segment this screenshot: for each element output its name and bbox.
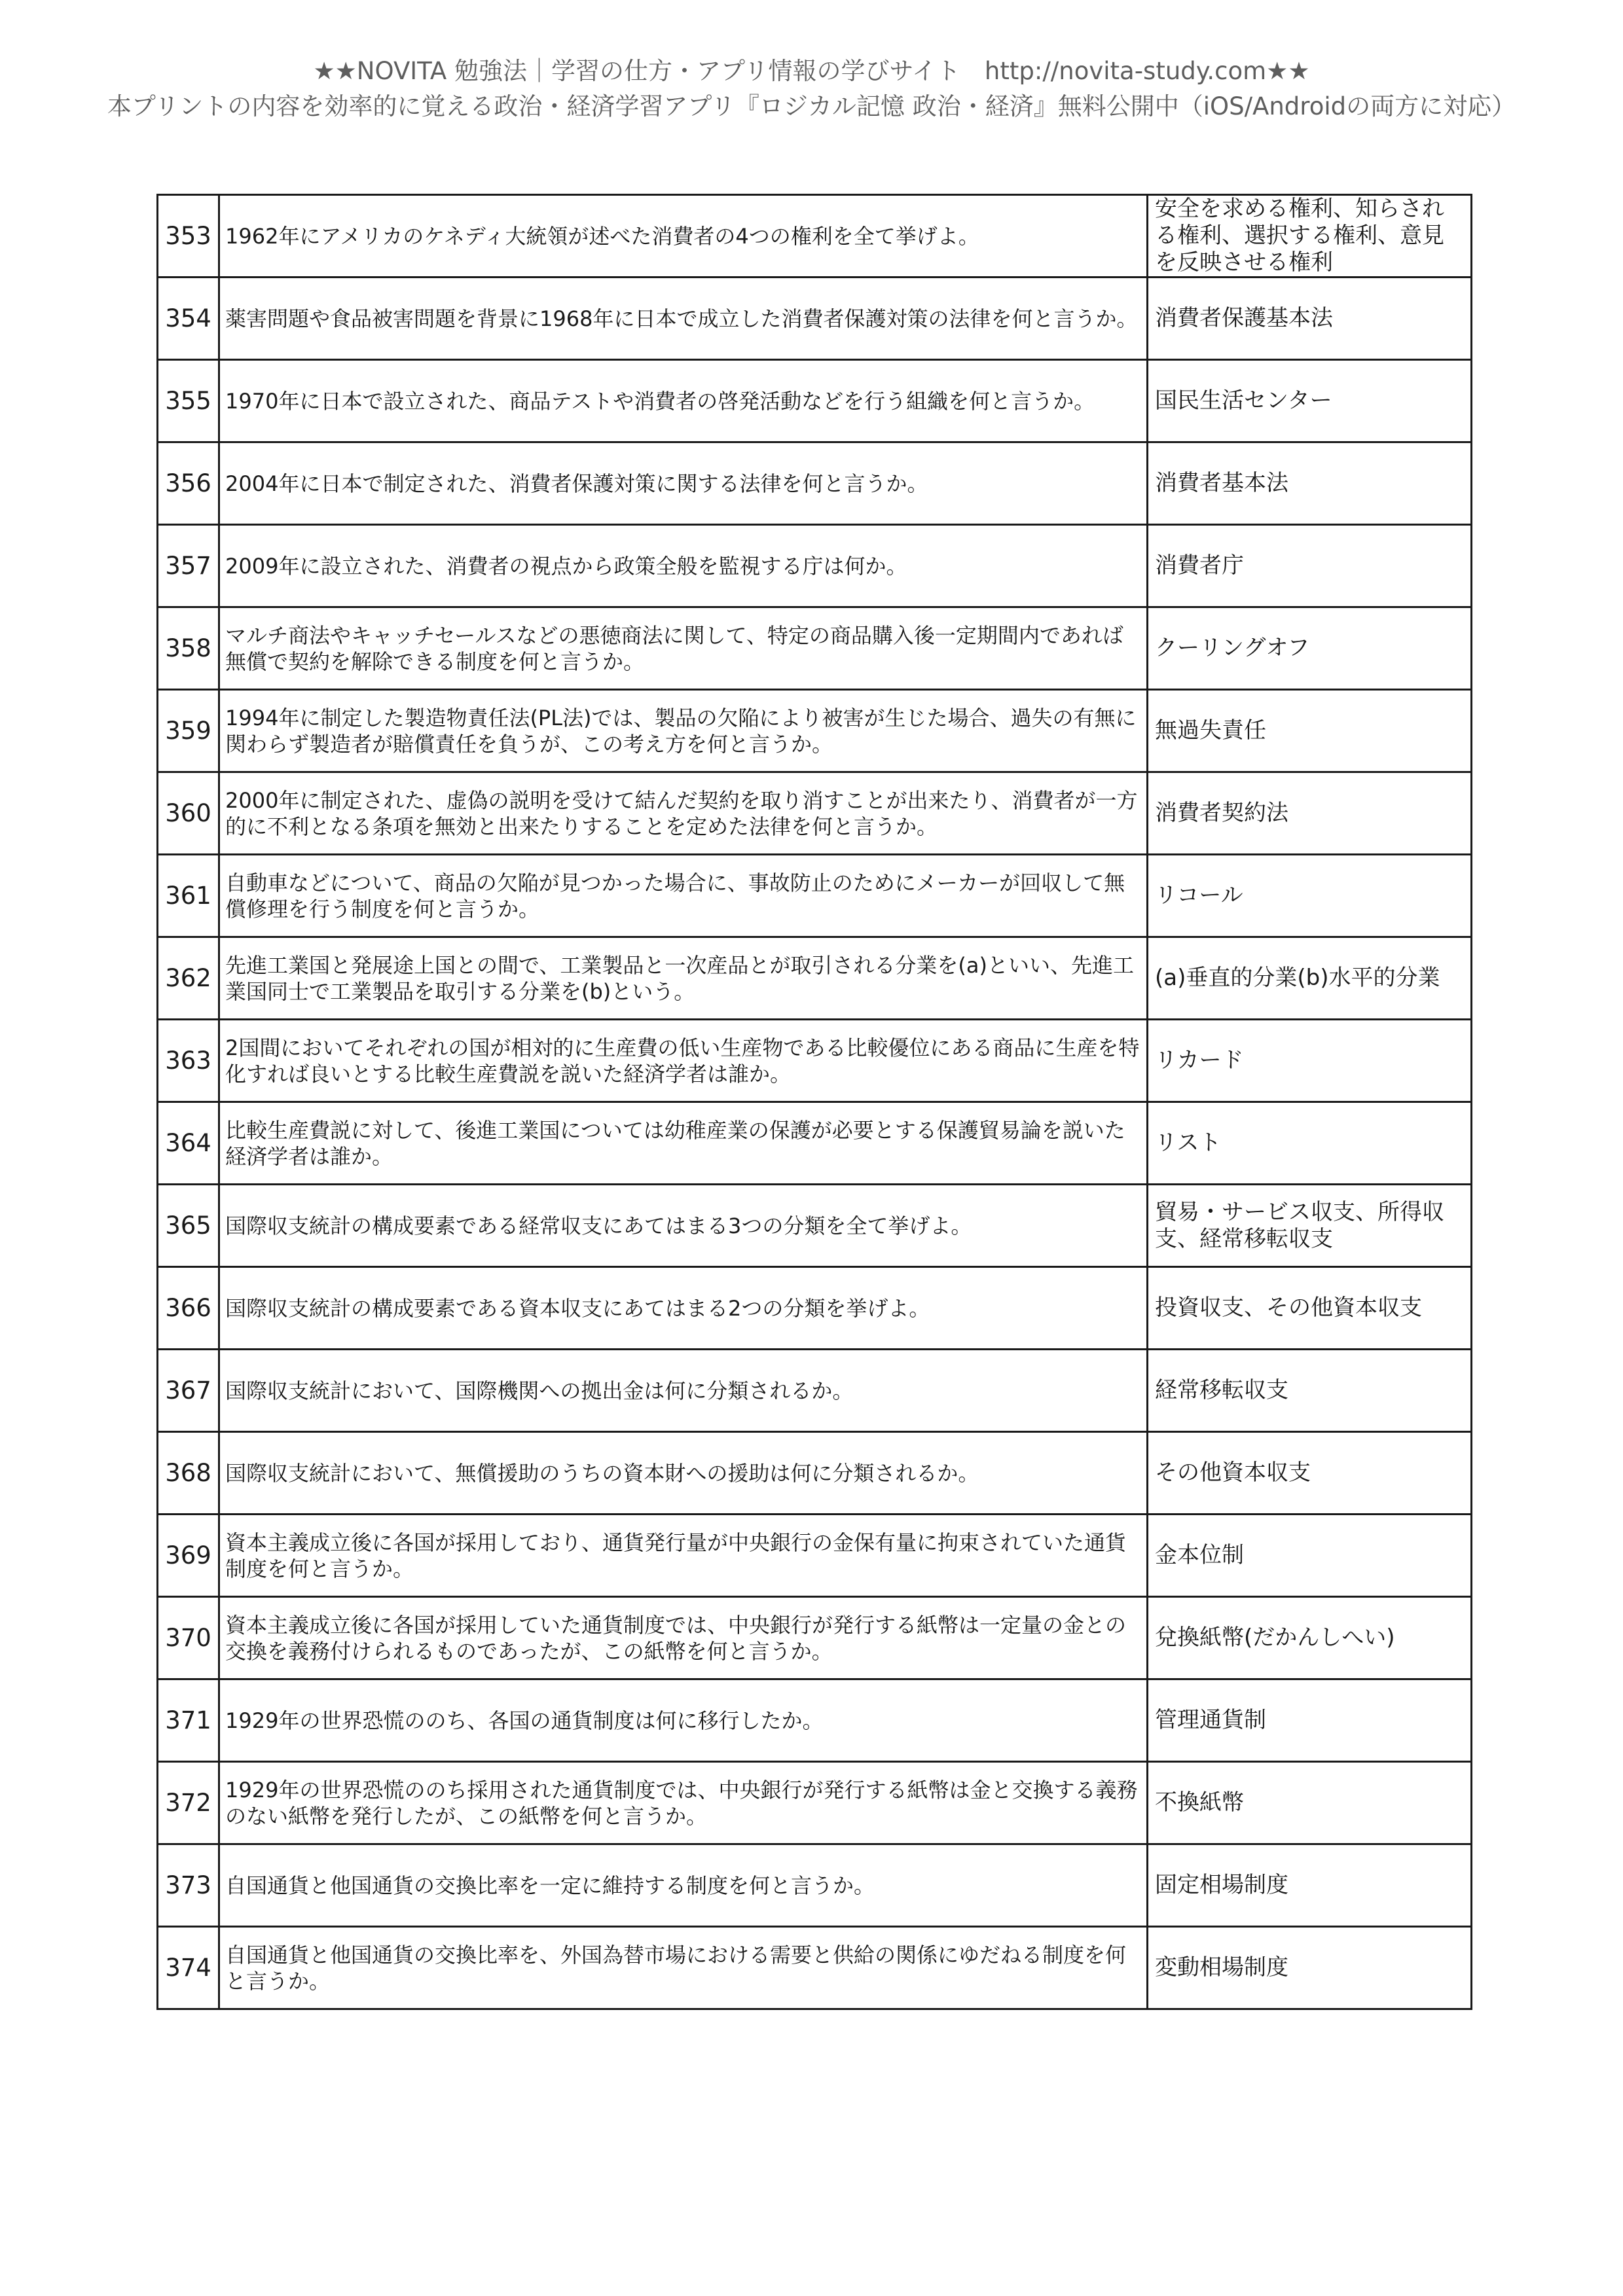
- question-number: 361: [158, 855, 219, 937]
- answer-text: 消費者基本法: [1148, 442, 1472, 525]
- table-row: [158, 1679, 1472, 1762]
- qa-table-body: [158, 195, 1472, 2009]
- question-text: 自国通貨と他国通貨の交換比率を一定に維持する制度を何と言うか。: [219, 1844, 1148, 1927]
- answer-text: 消費者契約法: [1148, 772, 1472, 855]
- question-text: 国際収支統計において、国際機関への拠出金は何に分類されるか。: [219, 1350, 1148, 1432]
- answer-text: 経常移転収支: [1148, 1350, 1472, 1432]
- answer-text: 変動相場制度: [1148, 1927, 1472, 2009]
- question-text: 自国通貨と他国通貨の交換比率を、外国為替市場における需要と供給の関係にゆだねる制度を何と言うか。: [219, 1927, 1148, 2009]
- question-number: 373: [158, 1844, 219, 1927]
- question-text: 2000年に制定された、虚偽の説明を受けて結んだ契約を取り消すことが出来たり、消費者が一方的に不利となる条項を無効と出来たりすることを定めた法律を何と言うか。: [219, 772, 1148, 855]
- question-number: 359: [158, 690, 219, 772]
- table-row: [158, 442, 1472, 525]
- table-row: [158, 1762, 1472, 1844]
- question-text: 1994年に制定した製造物責任法(PL法)では、製品の欠陥により被害が生じた場合、過失の有無に関わらず製造者が賠償責任を負うが、この考え方を何と言うか。: [219, 690, 1148, 772]
- table-row: [158, 1432, 1472, 1515]
- question-number: 365: [158, 1185, 219, 1267]
- table-row: [158, 1515, 1472, 1597]
- answer-text: 金本位制: [1148, 1515, 1472, 1597]
- question-number: 358: [158, 607, 219, 690]
- question-text: 1970年に日本で設立された、商品テストや消費者の啓発活動などを行う組織を何と言うか。: [219, 360, 1148, 442]
- qa-table: [156, 194, 1472, 2010]
- question-text: 自動車などについて、商品の欠陥が見つかった場合に、事故防止のためにメーカーが回収して無償修理を行う制度を何と言うか。: [219, 855, 1148, 937]
- question-text: 比較生産費説に対して、後進工業国については幼稚産業の保護が必要とする保護貿易論を説いた経済学者は誰か。: [219, 1102, 1148, 1185]
- question-text: 2009年に設立された、消費者の視点から政策全般を監視する庁は何か。: [219, 525, 1148, 607]
- question-number: 362: [158, 937, 219, 1020]
- table-row: [158, 772, 1472, 855]
- answer-text: 貿易・サービス収支、所得収支、経常移転収支: [1148, 1185, 1472, 1267]
- question-number: 371: [158, 1679, 219, 1762]
- answer-text: 国民生活センター: [1148, 360, 1472, 442]
- question-text: マルチ商法やキャッチセールスなどの悪徳商法に関して、特定の商品購入後一定期間内であれば無償で契約を解除できる制度を何と言うか。: [219, 607, 1148, 690]
- answer-text: その他資本収支: [1148, 1432, 1472, 1515]
- table-row: [158, 1927, 1472, 2009]
- table-row: [158, 1102, 1472, 1185]
- table-row: [158, 855, 1472, 937]
- question-number: 357: [158, 525, 219, 607]
- answer-text: 消費者保護基本法: [1148, 278, 1472, 360]
- table-row: [158, 1597, 1472, 1679]
- answer-text: (a)垂直的分業(b)水平的分業: [1148, 937, 1472, 1020]
- table-row: [158, 1844, 1472, 1927]
- question-text: 国際収支統計の構成要素である資本収支にあてはまる2つの分類を挙げよ。: [219, 1267, 1148, 1350]
- question-number: 360: [158, 772, 219, 855]
- answer-text: リカード: [1148, 1020, 1472, 1102]
- question-text: 2国間においてそれぞれの国が相対的に生産費の低い生産物である比較優位にある商品に生産を特化すれば良いとする比較生産費説を説いた経済学者は誰か。: [219, 1020, 1148, 1102]
- answer-text: 無過失責任: [1148, 690, 1472, 772]
- table-row: [158, 360, 1472, 442]
- answer-text: 固定相場制度: [1148, 1844, 1472, 1927]
- question-number: 356: [158, 442, 219, 525]
- question-text: 薬害問題や食品被害問題を背景に1968年に日本で成立した消費者保護対策の法律を何と言うか。: [219, 278, 1148, 360]
- question-number: 372: [158, 1762, 219, 1844]
- question-number: 370: [158, 1597, 219, 1679]
- question-text: 先進工業国と発展途上国との間で、工業製品と一次産品とが取引される分業を(a)といい、先進工業国同士で工業製品を取引する分業を(b)という。: [219, 937, 1148, 1020]
- table-row: [158, 1020, 1472, 1102]
- question-number: 363: [158, 1020, 219, 1102]
- question-text: 1929年の世界恐慌ののち、各国の通貨制度は何に移行したか。: [219, 1679, 1148, 1762]
- question-text: 国際収支統計の構成要素である経常収支にあてはまる3つの分類を全て挙げよ。: [219, 1185, 1148, 1267]
- question-text: 資本主義成立後に各国が採用しており、通貨発行量が中央銀行の金保有量に拘束されていた通貨制度を何と言うか。: [219, 1515, 1148, 1597]
- site-banner: ★★NOVITA 勉強法｜学習の仕方・アプリ情報の学びサイト http://novita-study.com★★: [313, 57, 1310, 85]
- table-row: [158, 195, 1472, 278]
- question-text: 1962年にアメリカのケネディ大統領が述べた消費者の4つの権利を全て挙げよ。: [219, 195, 1148, 278]
- table-row: [158, 607, 1472, 690]
- question-number: 374: [158, 1927, 219, 2009]
- table-row: [158, 1267, 1472, 1350]
- answer-text: 管理通貨制: [1148, 1679, 1472, 1762]
- question-number: 364: [158, 1102, 219, 1185]
- answer-text: リコール: [1148, 855, 1472, 937]
- table-row: [158, 1350, 1472, 1432]
- question-text: 国際収支統計において、無償援助のうちの資本財への援助は何に分類されるか。: [219, 1432, 1148, 1515]
- question-number: 366: [158, 1267, 219, 1350]
- page-header: [0, 54, 1623, 124]
- answer-text: クーリングオフ: [1148, 607, 1472, 690]
- table-row: [158, 1185, 1472, 1267]
- table-row: [158, 690, 1472, 772]
- question-text: 資本主義成立後に各国が採用していた通貨制度では、中央銀行が発行する紙幣は一定量の金との交換を義務付けられるものであったが、この紙幣を何と言うか。: [219, 1597, 1148, 1679]
- answer-text: 不換紙幣: [1148, 1762, 1472, 1844]
- app-promo-line: 本プリントの内容を効率的に覚える政治・経済学習アプリ『ロジカル記憶 政治・経済』無料公開中（iOS/Androidの両方に対応）: [107, 92, 1516, 120]
- answer-text: 安全を求める権利、知らされる権利、選択する権利、意見を反映させる権利: [1148, 195, 1472, 278]
- question-number: 354: [158, 278, 219, 360]
- question-number: 369: [158, 1515, 219, 1597]
- question-number: 367: [158, 1350, 219, 1432]
- question-number: 355: [158, 360, 219, 442]
- question-number: 368: [158, 1432, 219, 1515]
- answer-text: リスト: [1148, 1102, 1472, 1185]
- table-row: [158, 937, 1472, 1020]
- answer-text: 投資収支、その他資本収支: [1148, 1267, 1472, 1350]
- answer-text: 消費者庁: [1148, 525, 1472, 607]
- table-row: [158, 278, 1472, 360]
- table-row: [158, 525, 1472, 607]
- question-text: 1929年の世界恐慌ののち採用された通貨制度では、中央銀行が発行する紙幣は金と交換する義務のない紙幣を発行したが、この紙幣を何と言うか。: [219, 1762, 1148, 1844]
- question-number: 353: [158, 195, 219, 278]
- question-text: 2004年に日本で制定された、消費者保護対策に関する法律を何と言うか。: [219, 442, 1148, 525]
- answer-text: 兌換紙幣(だかんしへい): [1148, 1597, 1472, 1679]
